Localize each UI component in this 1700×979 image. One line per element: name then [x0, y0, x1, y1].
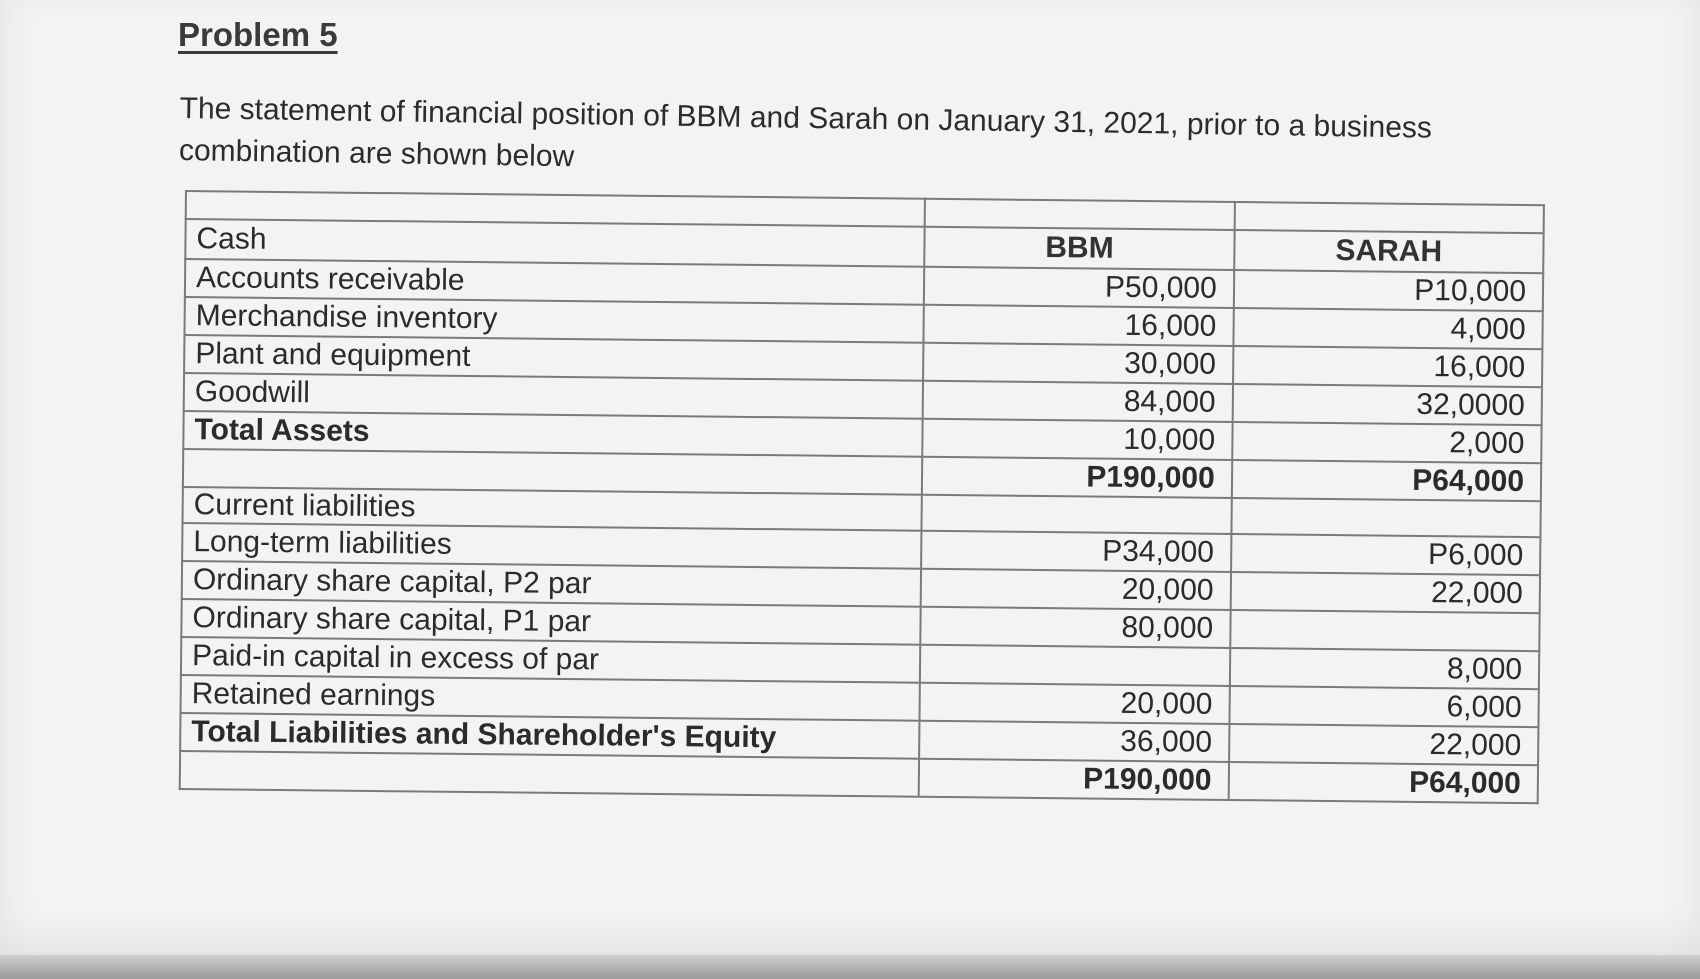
row-label: Ordinary share capital, P2 par: [182, 561, 922, 607]
bbm-value: 20,000: [921, 569, 1231, 610]
row-label: Retained earnings: [181, 675, 921, 721]
financial-position-table: [179, 190, 1545, 804]
bbm-value: 30,000: [923, 343, 1233, 384]
sarah-value: 16,000: [1233, 346, 1543, 387]
sarah-value: 2,000: [1232, 422, 1542, 463]
sarah-value: 8,000: [1230, 648, 1540, 689]
row-label: Total Assets: [183, 411, 923, 457]
column-header-sarah: SARAH: [1234, 230, 1544, 273]
row-label: Cash: [185, 219, 925, 267]
bbm-value: 20,000: [920, 683, 1230, 724]
row-label: Current liabilities: [183, 487, 923, 531]
bbm-value: 36,000: [919, 721, 1229, 762]
bbm-value: 84,000: [923, 381, 1233, 422]
bbm-total-liabilities-equity: P190,000: [919, 759, 1229, 800]
monitor-bezel-edge: [0, 955, 1700, 979]
intro-text: The statement of financial position of BBM and Sarah on January 31, 2021, prior to a business combination are shown below: [178, 91, 1433, 174]
row-label: Merchandise inventory: [184, 297, 924, 343]
sarah-value: 6,000: [1229, 686, 1539, 727]
row-label: Plant and equipment: [184, 335, 924, 381]
bbm-value: 16,000: [924, 305, 1234, 346]
row-label: Ordinary share capital, P1 par: [181, 599, 921, 645]
bbm-value: P34,000: [921, 531, 1231, 572]
sarah-value: P6,000: [1231, 534, 1541, 575]
sarah-value: 32,0000: [1232, 384, 1542, 425]
column-header-bbm: BBM: [925, 227, 1235, 270]
sarah-value: 22,000: [1229, 724, 1539, 765]
bbm-value: 10,000: [923, 419, 1233, 460]
row-label: Total Liabilities and Shareholder's Equity: [180, 713, 920, 759]
problem-title: Problem 5: [178, 16, 338, 53]
bbm-value: [920, 645, 1230, 686]
row-label: Goodwill: [184, 373, 924, 419]
sarah-value: [1230, 610, 1540, 651]
row-label: [180, 751, 920, 797]
bbm-value: P50,000: [924, 267, 1234, 308]
sarah-total-liabilities-equity: P64,000: [1228, 762, 1538, 803]
bbm-total-assets: P190,000: [922, 457, 1232, 498]
sarah-total-assets: P64,000: [1232, 460, 1542, 501]
sarah-value: 22,000: [1230, 572, 1540, 613]
row-label: Paid-in capital in excess of par: [181, 637, 921, 683]
row-label: Long-term liabilities: [182, 523, 922, 569]
sarah-value: 4,000: [1233, 308, 1543, 349]
sarah-value: P10,000: [1234, 270, 1544, 311]
row-label: Accounts receivable: [185, 259, 925, 305]
bbm-value: 80,000: [921, 607, 1231, 648]
